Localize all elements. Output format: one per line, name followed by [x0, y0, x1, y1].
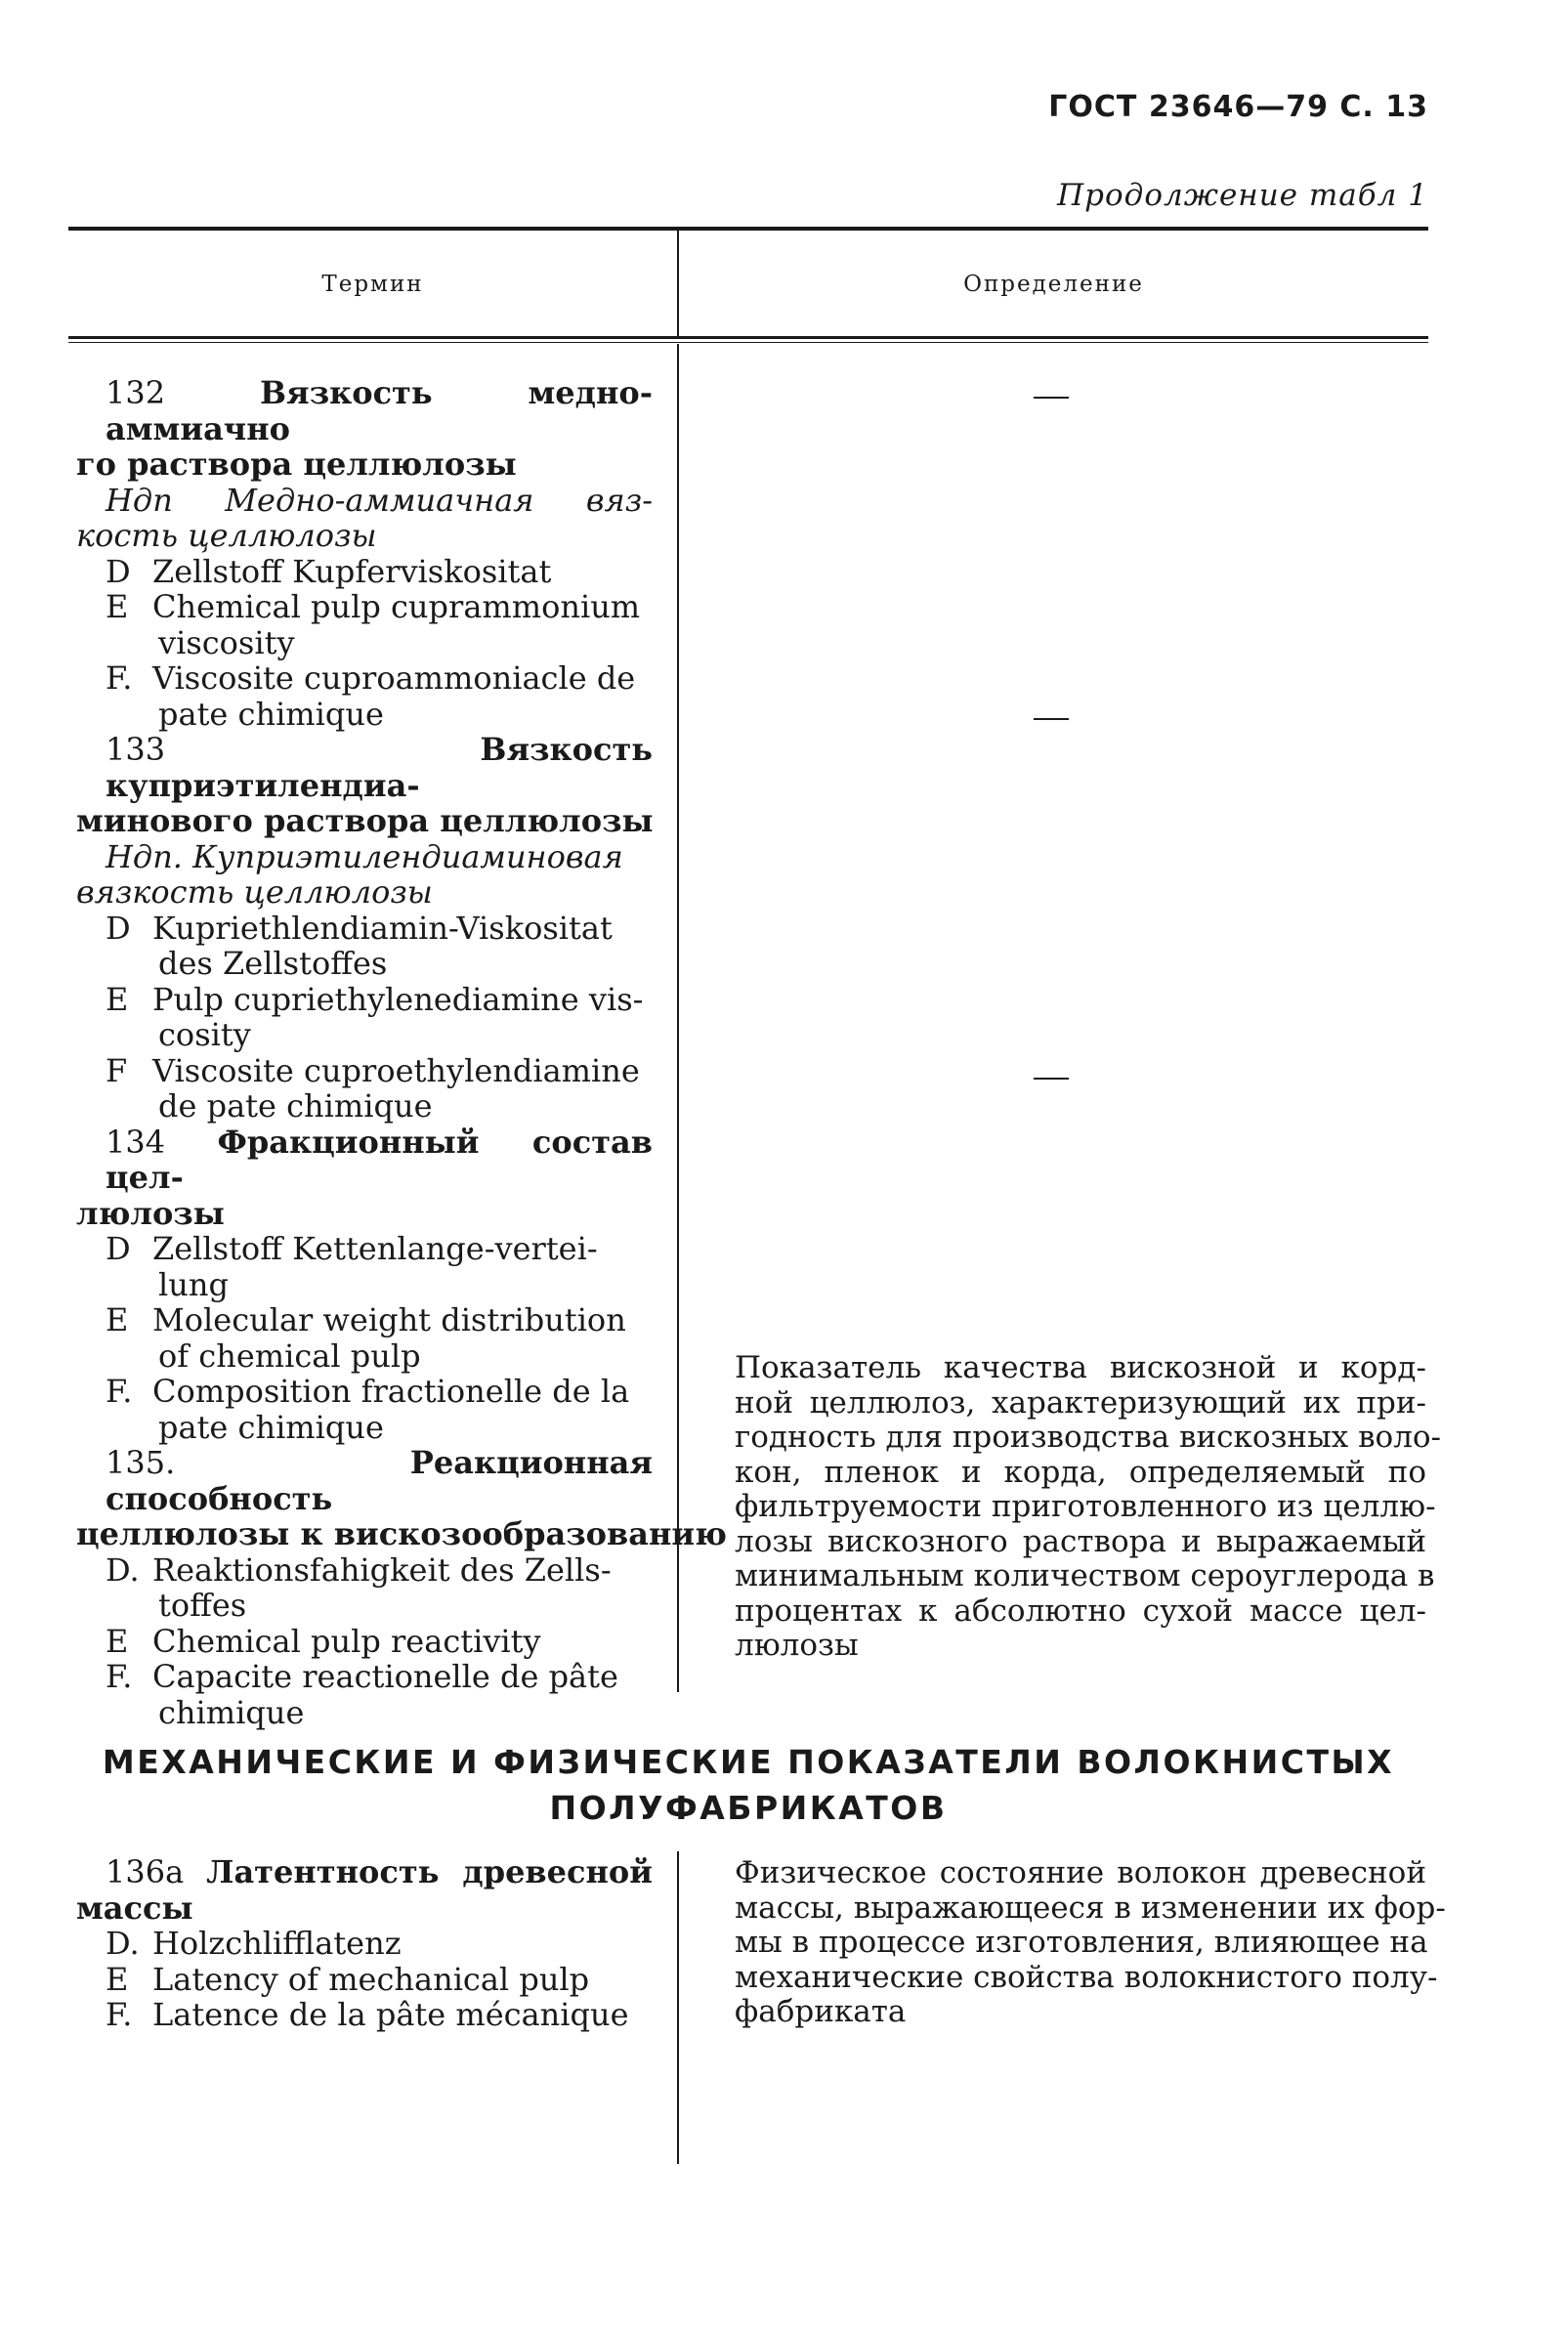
- term-entry-135: [76, 1444, 727, 1731]
- term-line: de pate chimique: [158, 1087, 433, 1125]
- term-line: F. Latence de la pâte mécanique: [106, 1996, 629, 2033]
- term-column-2: [76, 1854, 653, 2033]
- term-line: 132 Вязкость медно-аммиачно: [106, 374, 654, 447]
- table-continuation-label: Продолжение табл 1: [1057, 178, 1428, 213]
- term-line: pate chimique: [158, 695, 384, 733]
- definition-line: люлозы: [735, 1628, 859, 1663]
- term-line: 135. Реакционная способность: [106, 1444, 653, 1517]
- term-line: chimique: [158, 1693, 305, 1731]
- term-line: D. Reaktionsfahigkeit des Zells-: [106, 1550, 612, 1589]
- term-line: E Chemical pulp cuprammonium: [106, 588, 641, 625]
- term-line: of chemical pulp: [158, 1337, 421, 1375]
- section-title: [68, 1739, 1428, 1831]
- table-header-rule-thin: [68, 342, 1428, 343]
- term-line: D Zellstoff Kupferviskositat: [106, 552, 552, 590]
- definition-line: годность для производства вискозных воло-: [735, 1420, 1442, 1455]
- column-header-definition: Определение: [963, 272, 1144, 297]
- column-divider: [677, 1851, 679, 2164]
- term-entry-136a: [76, 1854, 653, 2033]
- definition-line: фабриката: [735, 1994, 907, 2029]
- term-line: минового раствора целлюлозы: [76, 802, 654, 839]
- definition-dash-133: [1034, 718, 1069, 720]
- term-line: F Viscosite cuproethylendiamine: [106, 1051, 640, 1089]
- definition-line: минимальным количеством сероуглерода в: [735, 1558, 1435, 1593]
- section-title-line: МЕХАНИЧЕСКИЕ И ФИЗИЧЕСКИЕ ПОКАЗАТЕЛИ ВОЛОКНИСТЫХ: [102, 1743, 1395, 1781]
- table-header-rule: [68, 336, 1428, 339]
- term-line: E Latency of mechanical pulp: [106, 1960, 590, 1998]
- definition-line: массы, выражающееся в изменении их фор-: [735, 1889, 1446, 1926]
- definition-line: Показатель качества вискозной и корд-: [735, 1350, 1426, 1385]
- term-line: cosity: [158, 1016, 251, 1053]
- definition-136a: [735, 1855, 1446, 2030]
- column-divider: [677, 344, 679, 1692]
- definition-dash-134: [1034, 1078, 1069, 1080]
- term-line: массы: [76, 1888, 193, 1927]
- term-line: кость целлюлозы: [76, 517, 377, 554]
- term-line: E Pulp cupriethylenediamine vis-: [106, 980, 644, 1018]
- term-column: [76, 374, 727, 1731]
- column-header-term: Термин: [321, 272, 424, 297]
- definition-dash-132: [1034, 397, 1069, 399]
- definition-135: [735, 1350, 1442, 1664]
- term-line: D Zellstoff Kettenlange-vertei-: [106, 1230, 598, 1267]
- definition-line: мы в процессе изготовления, влияющее на: [735, 1925, 1428, 1960]
- table-top-rule: [68, 227, 1428, 231]
- definition-line: лозы вискозного раствора и выражаемый: [735, 1523, 1426, 1559]
- term-line: Ндп Медно-аммиачная вяз-: [106, 481, 653, 519]
- term-line: des Zellstoffes: [158, 945, 388, 982]
- term-line: го раствора целлюлозы: [76, 446, 517, 483]
- definition-line: фильтруемости приготовленного из целлю-: [735, 1489, 1436, 1524]
- definition-line: процентах к абсолютно сухой массе цел-: [735, 1592, 1426, 1629]
- term-line: E Chemical pulp reactivity: [106, 1622, 541, 1660]
- term-entry-134: [76, 1125, 653, 1446]
- term-line: toffes: [158, 1587, 247, 1624]
- definition-line: механические свойства волокнистого полу-: [735, 1959, 1438, 1995]
- term-line: 136а Латентность древесной: [106, 1853, 653, 1890]
- term-line: люлозы: [76, 1194, 225, 1232]
- term-line: E Molecular weight distribution: [106, 1301, 626, 1338]
- term-line: D Kupriethlendiamin-Viskositat: [106, 909, 613, 947]
- term-line: lung: [158, 1265, 229, 1303]
- term-line: Ндп. Куприэтилендиаминовая: [106, 837, 623, 875]
- term-entry-133: [76, 732, 653, 1125]
- term-line: viscosity: [158, 623, 295, 661]
- term-line: F. Composition fractionelle de la: [106, 1373, 630, 1410]
- term-line: вязкость целлюлозы: [76, 873, 433, 911]
- page-header: ГОСТ 23646—79 С. 13: [1048, 90, 1428, 124]
- term-line: 134 Фракционный состав цел-: [106, 1123, 654, 1196]
- term-line: F. Viscosite cuproammoniacle de: [106, 659, 636, 697]
- definition-line: Физическое состояние волокон древесной: [735, 1855, 1426, 1890]
- definition-line: кон, пленок и корда, определяемый по: [735, 1454, 1426, 1490]
- term-entry-132: [76, 375, 653, 732]
- term-line: D. Holzchlifflatenz: [106, 1925, 402, 1962]
- term-line: F. Capacite reactionelle de pâte: [106, 1658, 618, 1695]
- definition-line: ной целлюлоз, характеризующий их при-: [735, 1384, 1426, 1421]
- term-line: 133 Вязкость куприэтилендиа-: [106, 731, 653, 804]
- section-title-line: ПОЛУФАБРИКАТОВ: [549, 1789, 948, 1827]
- term-line: pate chimique: [158, 1408, 384, 1446]
- term-line: целлюлозы к вискозообразованию: [76, 1515, 727, 1552]
